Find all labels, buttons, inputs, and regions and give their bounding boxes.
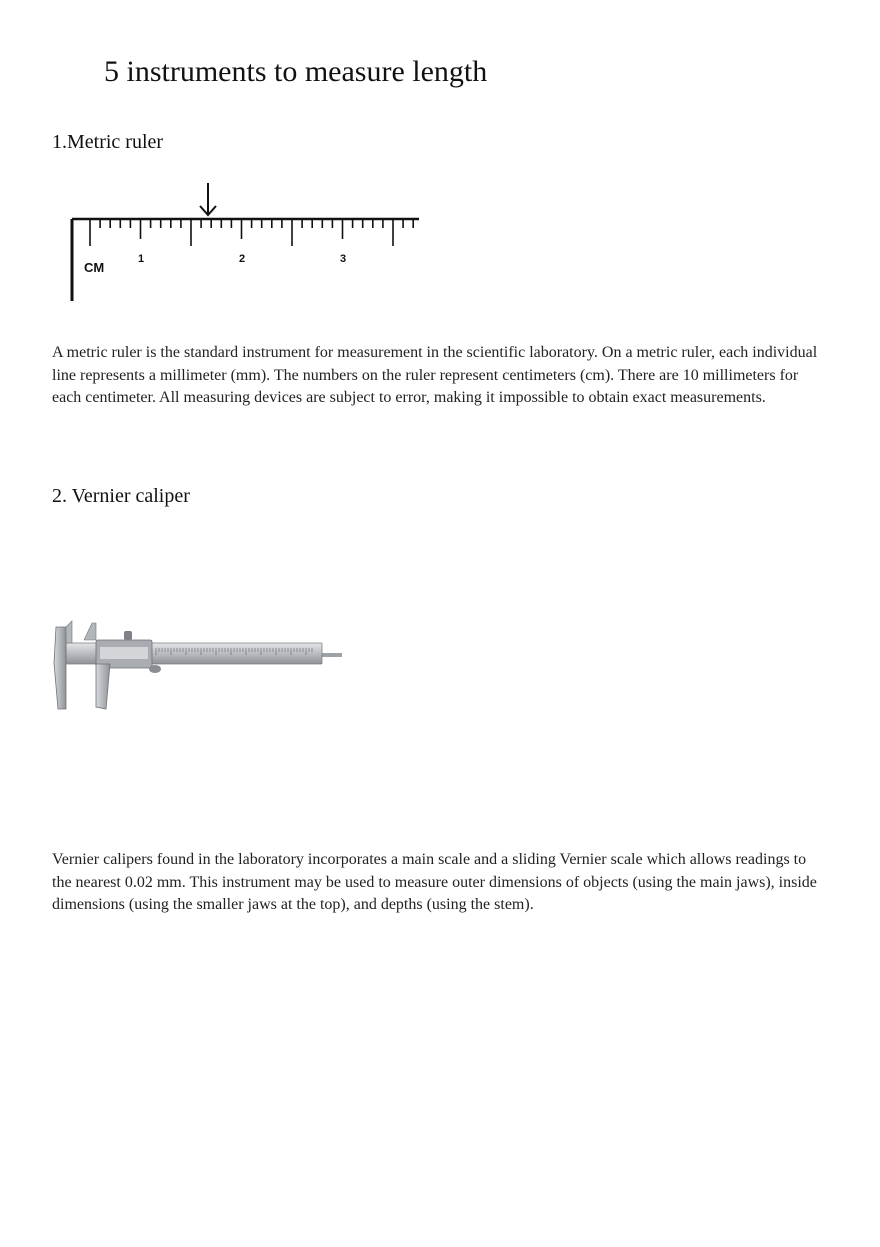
metric-ruler-figure bbox=[62, 178, 432, 308]
ruler-number-1: 1 bbox=[137, 253, 145, 265]
caliper-lock-screw bbox=[124, 631, 132, 640]
page-title: 5 instruments to measure length bbox=[104, 55, 488, 88]
vernier-caliper-description: Vernier calipers found in the laboratory incorporates a main scale and a sliding Vernier scale which allows readings to the nearest 0.02 mm. This instrument may be used to measure outer dimensions of objects (using the main jaws), inside dimensions (using the smaller jaws at the top), and depths (using the stem). bbox=[52, 851, 817, 913]
caliper-fixed-inside-jaw bbox=[66, 621, 72, 643]
caliper-sliding-inside-jaw bbox=[84, 623, 96, 640]
ruler-arrow-icon bbox=[200, 183, 216, 215]
caliper-vernier-window bbox=[100, 647, 148, 659]
metric-ruler-description: A metric ruler is the standard instrument for measurement in the scientific laboratory. On a metric ruler, each individual line represents a millimeter (mm). The numbers on the ruler represent centimeters (cm). There are 10 millimeters for each centimeter. All measuring devices are subject to error, making it impossible to obtain exact measurements. bbox=[52, 344, 818, 406]
ruler-ticks bbox=[90, 219, 413, 246]
section-heading-metric-ruler: 1.Metric ruler bbox=[52, 131, 164, 153]
caliper-sliding-jaw bbox=[96, 664, 110, 709]
ruler-number-3: 3 bbox=[339, 253, 347, 265]
caliper-fixed-jaw bbox=[54, 627, 66, 709]
ruler-unit-label: CM bbox=[84, 260, 105, 275]
vernier-caliper-figure bbox=[52, 615, 347, 715]
caliper-thumb-wheel bbox=[149, 665, 161, 673]
ruler-number-2: 2 bbox=[238, 253, 246, 265]
section-heading-vernier-caliper: 2. Vernier caliper bbox=[52, 485, 190, 507]
caliper-depth-rod bbox=[320, 653, 342, 657]
